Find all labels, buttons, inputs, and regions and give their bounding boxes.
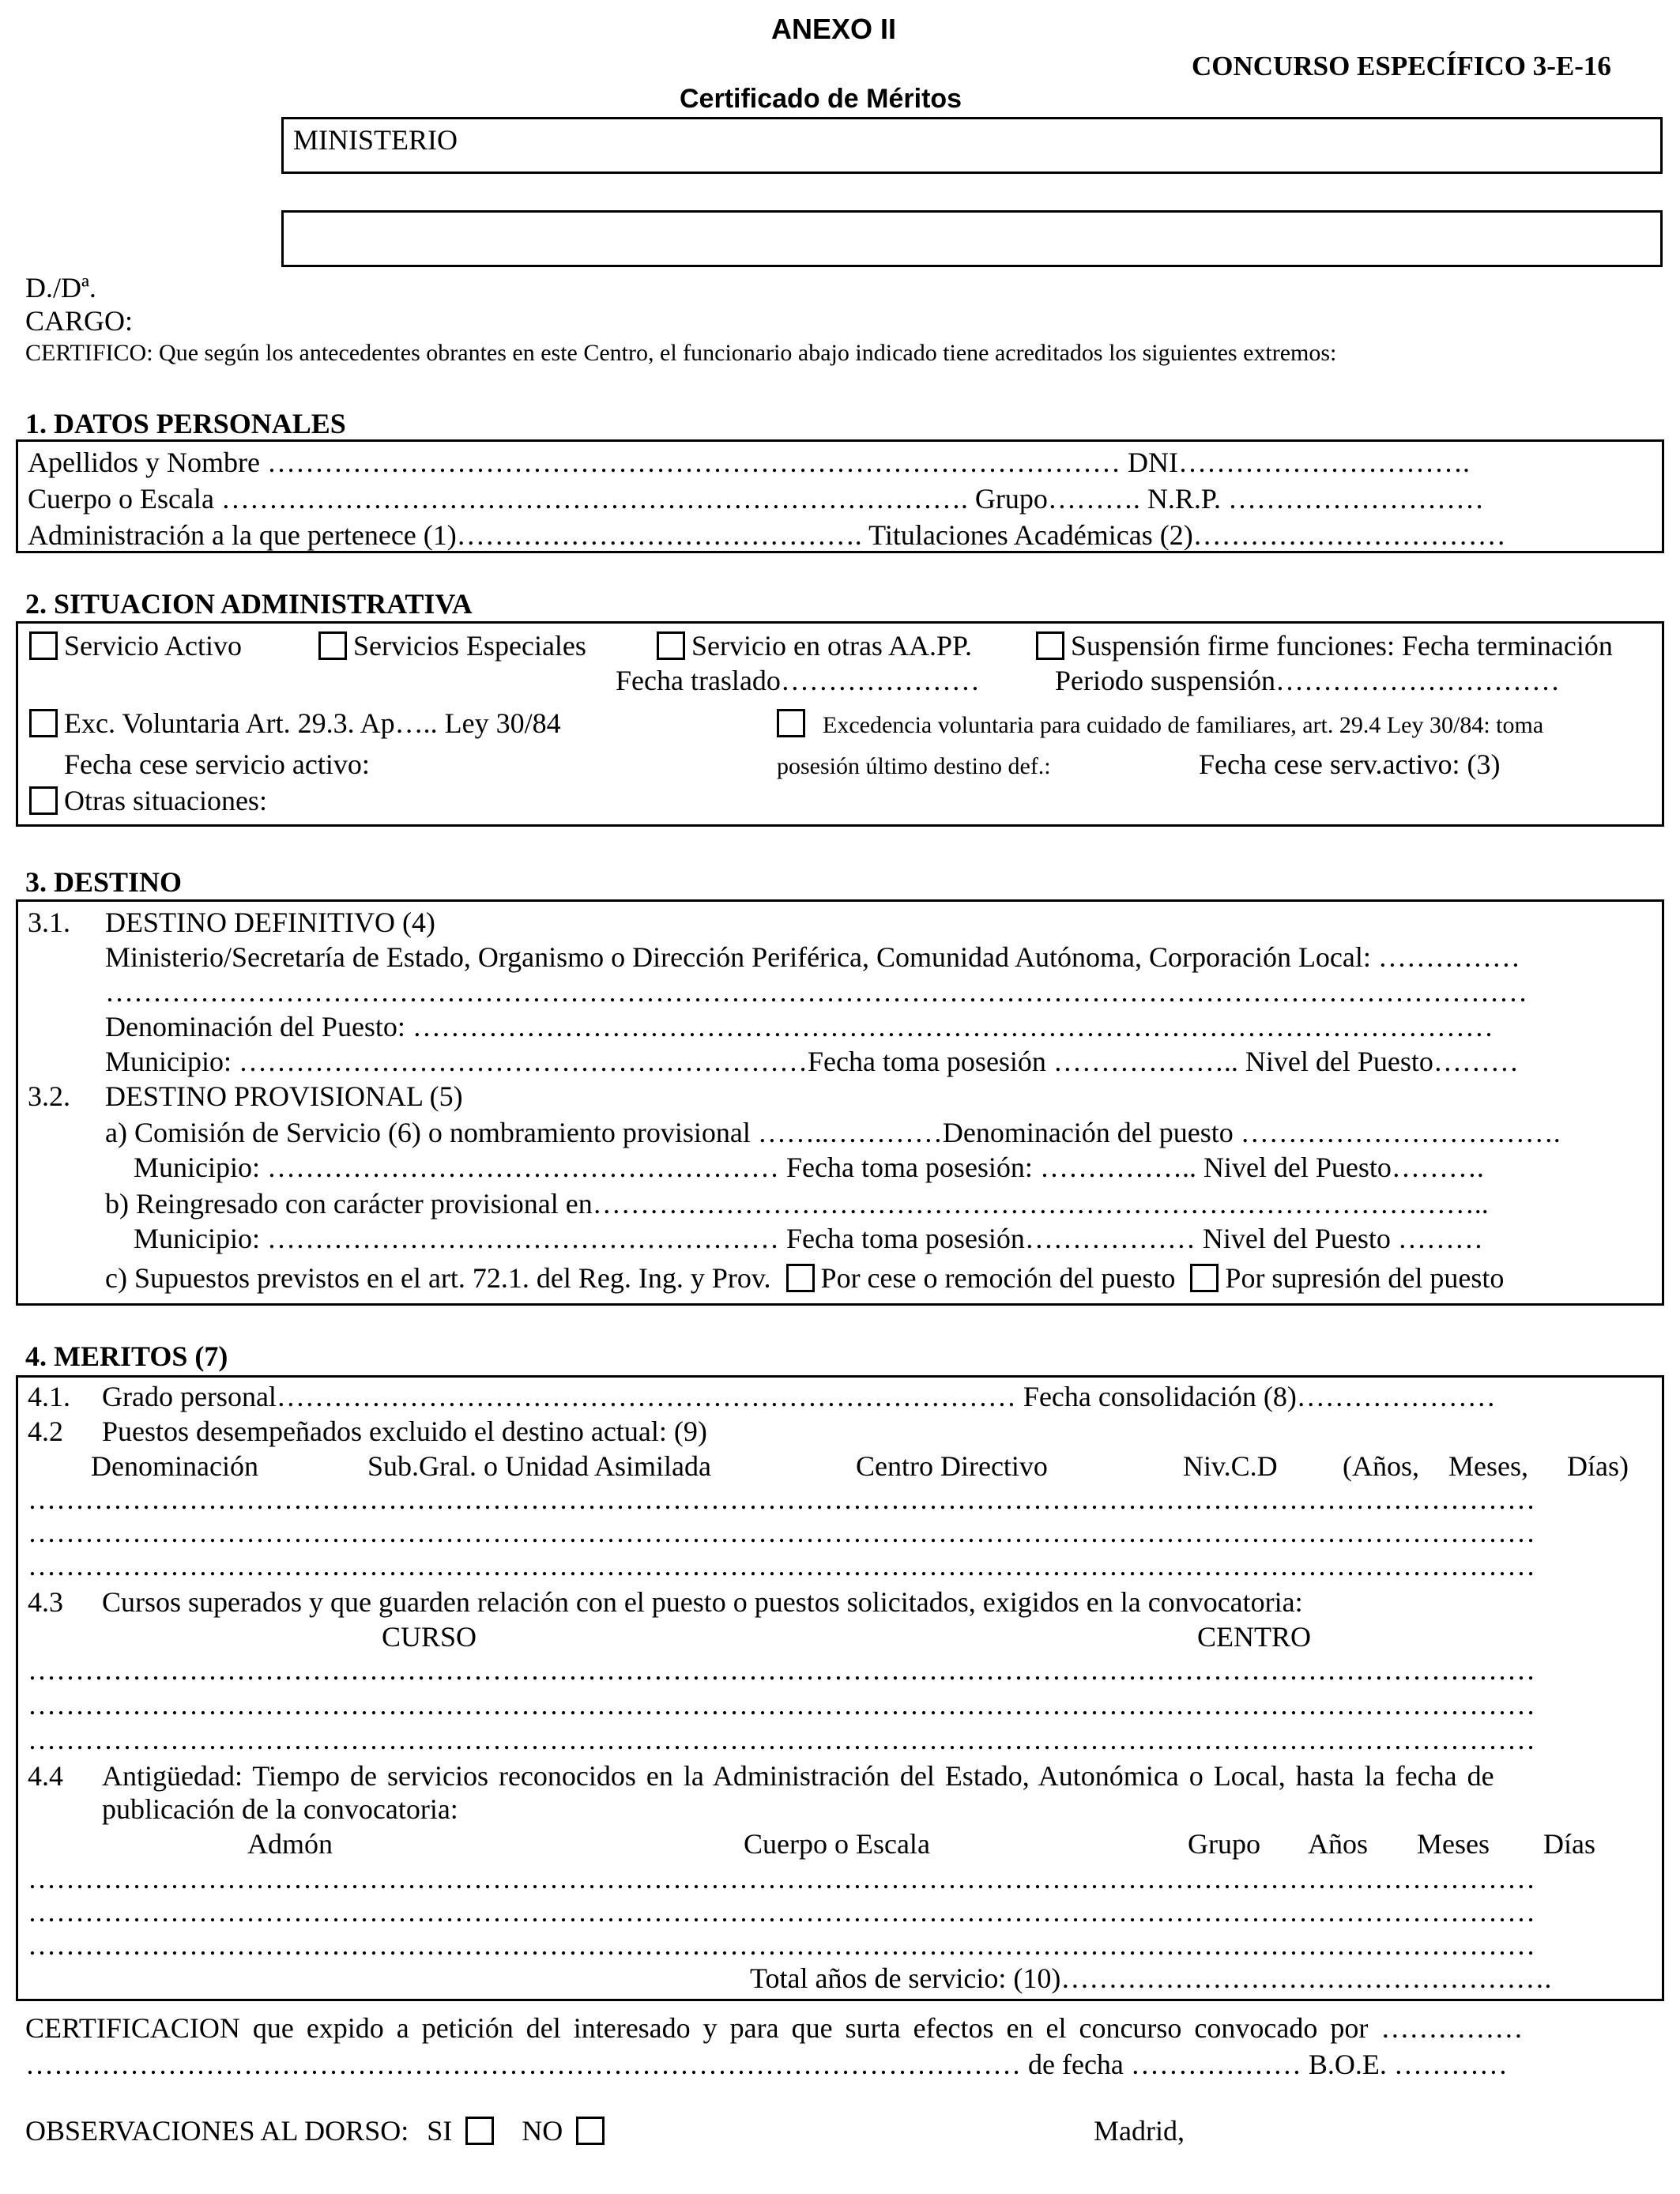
col-cuerpo-escala: Cuerpo o Escala bbox=[744, 1828, 930, 1860]
ministerio-organismo-line[interactable]: Ministerio/Secretaría de Estado, Organismo o Dirección Periférica, Comunidad Autónoma, Corporación Local: …………… bbox=[105, 941, 1520, 973]
denominacion-puesto-line[interactable]: Denominación del Puesto: …………………………………………………………………………………………………… bbox=[105, 1011, 1494, 1042]
checkbox[interactable] bbox=[29, 786, 58, 815]
col-dias: Días) bbox=[1567, 1450, 1629, 1482]
checkbox[interactable] bbox=[1036, 631, 1064, 660]
posesion-ultimo-destino[interactable]: posesión último destino def.: bbox=[777, 753, 1051, 779]
unit-box[interactable] bbox=[281, 210, 1663, 267]
cese-checkbox[interactable] bbox=[786, 1264, 815, 1292]
puestos-row-3[interactable]: …………………………………………………………………………………………………………………………………………… bbox=[28, 1550, 1535, 1581]
certificacion-line2[interactable]: …………………………………………………………………………………………… de fecha ……………… B.O.E. ………… bbox=[25, 2049, 1508, 2080]
checkbox[interactable] bbox=[777, 709, 805, 737]
cursos-title: Cursos superados y que guarden relación con el puesto o puestos solicitados, exigidos en la convocatoria: bbox=[102, 1586, 1303, 1618]
ministerio-label: MINISTERIO bbox=[293, 124, 458, 156]
si-label: SI bbox=[427, 2115, 453, 2147]
municipio-reingresado-line[interactable]: Municipio: ……………………………………………… Fecha toma posesión……………… Nivel del Puesto ……… bbox=[134, 1223, 1483, 1254]
section1-box bbox=[16, 439, 1664, 553]
puestos-desempenados-title: Puestos desempeñados excluido el destino actual: (9) bbox=[102, 1416, 707, 1447]
section1-heading: 1. DATOS PERSONALES bbox=[25, 408, 346, 439]
servicio-otras-option[interactable] bbox=[657, 630, 972, 662]
document-title: Certificado de Méritos bbox=[680, 84, 962, 114]
col-dias-2: Días bbox=[1543, 1828, 1595, 1860]
suspension-label: Suspensión firme funciones: Fecha terminación bbox=[1071, 630, 1613, 662]
number-3-1: 3.1. bbox=[28, 907, 70, 938]
fecha-cese-servicio[interactable]: Fecha cese servicio activo: bbox=[64, 748, 370, 780]
puestos-row-2[interactable]: …………………………………………………………………………………………………………………………………………… bbox=[28, 1517, 1535, 1548]
exc-voluntaria-option[interactable] bbox=[29, 707, 561, 740]
servicio-activo-label: Servicio Activo bbox=[64, 630, 242, 662]
ministerio-box[interactable] bbox=[281, 117, 1663, 174]
periodo-suspension[interactable]: Periodo suspensión………………………… bbox=[1055, 665, 1560, 696]
observaciones-label: OBSERVACIONES AL DORSO: bbox=[25, 2115, 409, 2147]
administracion-line[interactable]: Administración a la que pertenece (1)……………………………………. Titulaciones Académicas (2)…………………………… bbox=[28, 519, 1506, 551]
antiguedad-row-1[interactable]: …………………………………………………………………………………………………………………………………………… bbox=[28, 1863, 1535, 1894]
observaciones-row bbox=[25, 2115, 611, 2147]
checkbox[interactable] bbox=[29, 631, 58, 660]
excedencia-familiares-label: Excedencia voluntaria para cuidado de familiares, art. 29.4 Ley 30/84: toma bbox=[823, 712, 1544, 738]
reingresado-line[interactable]: b) Reingresado con carácter provisional en………………………………………………………………………………….. bbox=[105, 1188, 1489, 1220]
section3-box bbox=[16, 899, 1664, 1306]
puestos-row-1[interactable]: …………………………………………………………………………………………………………………………………………… bbox=[28, 1483, 1535, 1515]
antiguedad-title: Antigüedad: Tiempo de servicios reconocidos en la Administración del Estado, Autonómica o Local, hasta la fecha de bbox=[102, 1760, 1494, 1792]
col-denominacion: Denominación bbox=[91, 1450, 258, 1482]
no-checkbox[interactable] bbox=[576, 2117, 605, 2145]
dd-label: D./Dª. bbox=[25, 272, 96, 303]
destino-definitivo-title: DESTINO DEFINITIVO (4) bbox=[105, 907, 435, 938]
antiguedad-row-3[interactable]: …………………………………………………………………………………………………………………………………………… bbox=[28, 1929, 1535, 1961]
section3-heading: 3. DESTINO bbox=[25, 866, 183, 898]
municipio-comision-line[interactable]: Municipio: ……………………………………………… Fecha toma posesión: …………….. Nivel del Puesto………. bbox=[134, 1152, 1484, 1183]
col-subgral: Sub.Gral. o Unidad Asimilada bbox=[367, 1450, 711, 1482]
col-anos: (Años, bbox=[1343, 1450, 1419, 1482]
fecha-cese-serv-activo[interactable]: Fecha cese serv.activo: (3) bbox=[1199, 748, 1501, 780]
servicio-activo-option[interactable] bbox=[29, 630, 242, 662]
number-3-2: 3.2. bbox=[28, 1080, 70, 1112]
col-meses: Meses, bbox=[1448, 1450, 1528, 1482]
col-curso: CURSO bbox=[382, 1621, 477, 1653]
cursos-row-2[interactable]: …………………………………………………………………………………………………………………………………………… bbox=[28, 1689, 1535, 1721]
supuestos-label: c) Supuestos previstos en el art. 72.1. del Reg. Ing. y Prov. bbox=[105, 1262, 771, 1294]
cese-label: Por cese o remoción del puesto bbox=[820, 1262, 1176, 1294]
col-nivcd: Niv.C.D bbox=[1183, 1450, 1278, 1482]
col-centro-directivo: Centro Directivo bbox=[856, 1450, 1048, 1482]
otras-situaciones-label: Otras situaciones: bbox=[64, 785, 267, 816]
anexo-title: ANEXO II bbox=[771, 13, 897, 45]
total-anos-servicio[interactable]: Total años de servicio: (10)……………………………………………. bbox=[750, 1962, 1552, 1994]
excedencia-familiares-option[interactable] bbox=[777, 707, 1543, 740]
fecha-traslado[interactable]: Fecha traslado………………… bbox=[616, 665, 980, 696]
antiguedad-title-cont: publicación de la convocatoria: bbox=[102, 1793, 458, 1825]
municipio-definitivo-line[interactable]: Municipio: ……………………………………………………Fecha toma posesión ……………….. Nivel del Puesto……… bbox=[105, 1046, 1519, 1077]
number-4-1: 4.1. bbox=[28, 1381, 70, 1412]
col-grupo: Grupo bbox=[1188, 1828, 1260, 1860]
number-4-2: 4.2 bbox=[28, 1416, 63, 1447]
section4-heading: 4. MERITOS (7) bbox=[25, 1340, 228, 1372]
concurso-code: CONCURSO ESPECÍFICO 3-E-16 bbox=[1192, 51, 1611, 81]
number-4-3: 4.3 bbox=[28, 1586, 63, 1618]
checkbox[interactable] bbox=[29, 709, 58, 737]
checkbox[interactable] bbox=[657, 631, 685, 660]
si-checkbox[interactable] bbox=[465, 2117, 494, 2145]
servicios-especiales-label: Servicios Especiales bbox=[353, 630, 586, 662]
section2-heading: 2. SITUACION ADMINISTRATIVA bbox=[25, 588, 473, 620]
col-centro: CENTRO bbox=[1197, 1621, 1311, 1653]
certificacion-line1[interactable]: CERTIFICACION que expido a petición del interesado y para que surta efectos en el concurso convocado por …………… bbox=[25, 2012, 1524, 2044]
antiguedad-row-2[interactable]: …………………………………………………………………………………………………………………………………………… bbox=[28, 1896, 1535, 1928]
cursos-row-3[interactable]: …………………………………………………………………………………………………………………………………………… bbox=[28, 1724, 1535, 1755]
number-4-4: 4.4 bbox=[28, 1760, 63, 1792]
col-meses-2: Meses bbox=[1417, 1828, 1490, 1860]
col-anos-2: Años bbox=[1308, 1828, 1369, 1860]
no-label: NO bbox=[522, 2115, 563, 2147]
col-admon: Admón bbox=[247, 1828, 333, 1860]
madrid-label: Madrid, bbox=[1094, 2115, 1185, 2147]
grado-personal-line[interactable]: Grado personal…………………………………………………………………… Fecha consolidación (8)………………… bbox=[102, 1381, 1496, 1412]
section2-box bbox=[16, 621, 1664, 827]
checkbox[interactable] bbox=[318, 631, 347, 660]
servicios-especiales-option[interactable] bbox=[318, 630, 586, 662]
certifico-text: CERTIFICO: Que según los antecedentes obrantes en este Centro, el funcionario abajo indicado tiene acreditados los siguientes extremos: bbox=[25, 340, 1337, 366]
otras-situaciones-option[interactable] bbox=[29, 785, 267, 817]
cursos-row-1[interactable]: …………………………………………………………………………………………………………………………………………… bbox=[28, 1654, 1535, 1686]
comision-servicio-line[interactable]: a) Comisión de Servicio (6) o nombramiento provisional ……..…………Denominación del puesto ……………………………. bbox=[105, 1117, 1561, 1148]
cuerpo-line[interactable]: Cuerpo o Escala ……………………………………………………………………. Grupo………. N.R.P. ……………………… bbox=[28, 483, 1484, 515]
suspension-option[interactable] bbox=[1036, 630, 1613, 662]
destino-provisional-title: DESTINO PROVISIONAL (5) bbox=[105, 1080, 463, 1112]
supresion-label: Por supresión del puesto bbox=[1225, 1262, 1505, 1294]
supuestos-line bbox=[105, 1262, 1504, 1295]
exc-voluntaria-label: Exc. Voluntaria Art. 29.3. Ap….. Ley 30/84 bbox=[64, 707, 561, 739]
servicio-otras-label: Servicio en otras AA.PP. bbox=[691, 630, 972, 662]
supresion-checkbox[interactable] bbox=[1190, 1264, 1219, 1292]
section4-box bbox=[16, 1375, 1664, 2001]
apellidos-line[interactable]: Apellidos y Nombre ……………………………………………………………………………… DNI…………………………. bbox=[28, 447, 1470, 478]
cargo-label: CARGO: bbox=[25, 305, 134, 337]
ministerio-organismo-line2[interactable]: …………………………………………………………………………………………………………………………………… bbox=[105, 976, 1527, 1008]
